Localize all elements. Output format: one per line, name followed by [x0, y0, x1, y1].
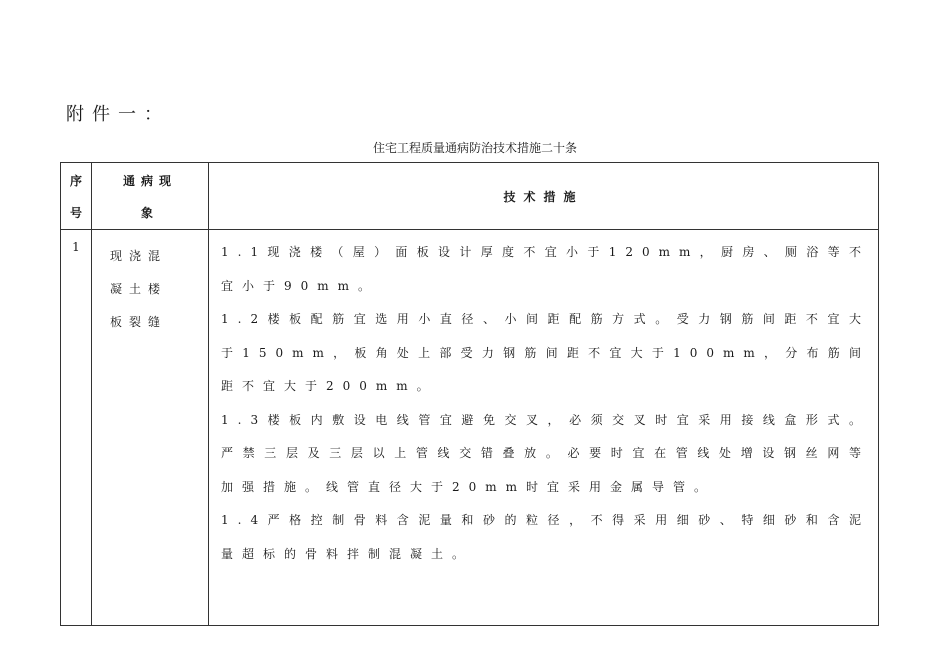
- issue-line: 板裂缝: [110, 315, 168, 329]
- row-seq: 1: [61, 230, 92, 626]
- header-seq: [61, 163, 92, 230]
- document-title: 住宅工程质量通病防治技术措施二十条: [372, 141, 577, 155]
- issue-line: 凝土楼: [110, 282, 168, 296]
- measure-item: 1.2楼板配筋宜选用小直径、小间距配筋方式。受力钢筋间距不宜大于150mm，板角处上部受力钢筋间距不宜大于100mm，分布筋间距不宜大于200mm。: [221, 312, 870, 393]
- table-header-row: [61, 163, 879, 230]
- header-seq-line: 号: [69, 206, 82, 220]
- header-issue: [92, 163, 209, 230]
- measure-item: 1.1现浇楼（屋）面板设计厚度不宜小于120mm，厨房、厕浴等不宜小于90mm。: [221, 245, 870, 293]
- issue-line: 现浇混: [110, 249, 168, 263]
- row-issue: [92, 230, 209, 626]
- header-measure: 技术措施: [209, 163, 879, 230]
- row-measures: [209, 230, 879, 626]
- attachment-label: 附件一：: [66, 104, 170, 125]
- header-issue-line: 通病现: [122, 174, 177, 188]
- measure-item: 1.3楼板内敷设电线管宜避免交叉，必须交叉时宜采用接线盒形式。严禁三层及三层以上管线交错叠放。必要时宜在管线处增设钢丝网等加强措施。线管直径大于20mm时宜采用金属导管。: [221, 412, 870, 494]
- header-seq-line: 序: [69, 174, 82, 188]
- measure-item: 1.4严格控制骨料含泥量和砂的粒径，不得采用细砂、特细砂和含泥量超标的骨料拌制混凝土。: [221, 513, 870, 561]
- header-issue-line: 象: [140, 206, 159, 220]
- measures-table: [60, 162, 879, 626]
- table-row: [61, 230, 879, 626]
